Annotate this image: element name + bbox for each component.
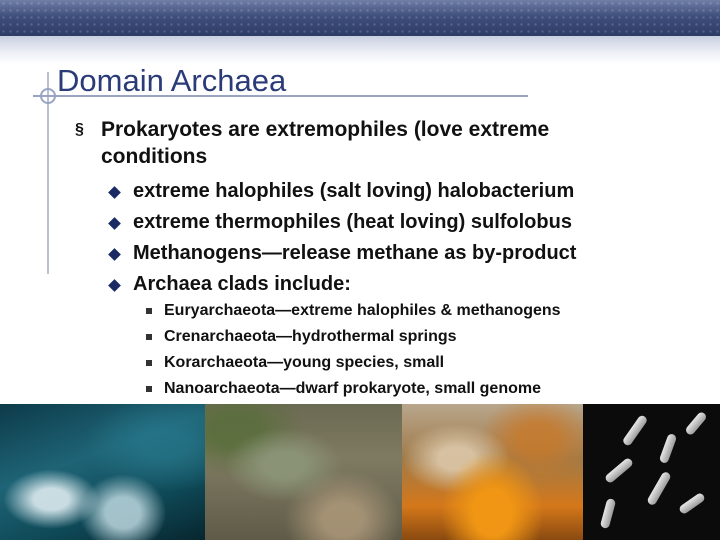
list-item-text: Methanogens—release methane as by-product (133, 242, 577, 264)
list-item-text: Archaea clads include: (133, 273, 351, 295)
clade-list (145, 298, 705, 402)
clade-text: Crenarchaeota—hydrothermal springs (164, 328, 457, 345)
photo-strip (0, 404, 720, 540)
square-bullet-icon (146, 386, 152, 392)
list-item (108, 269, 708, 300)
list-item (145, 376, 705, 402)
list-item (108, 207, 708, 238)
sub-bullet-list (108, 176, 708, 300)
list-item (108, 238, 708, 269)
list-item (145, 350, 705, 376)
list-item (145, 298, 705, 324)
header-fade (0, 36, 720, 64)
square-bullet-icon (146, 308, 152, 314)
diamond-bullet-icon (108, 279, 121, 292)
hydrothermal-vent-photo (0, 404, 205, 540)
microbe-micrograph-photo (583, 404, 720, 540)
list-item-text: extreme halophiles (salt loving) halobacterium (133, 180, 575, 202)
slide-title: Domain Archaea (57, 63, 287, 98)
square-bullet-icon (146, 360, 152, 366)
orange-stream-photo (402, 404, 583, 540)
diamond-bullet-icon (108, 186, 121, 199)
hot-spring-photo (205, 404, 402, 540)
list-item (145, 324, 705, 350)
crosshair-circle-icon (40, 88, 56, 104)
header-banner (0, 0, 720, 36)
clade-text: Euryarchaeota—extreme halophiles & methanogens (164, 302, 561, 319)
clade-text: Korarchaeota—young species, small (164, 354, 445, 371)
diamond-bullet-icon (108, 248, 121, 261)
list-item (108, 176, 708, 207)
bullet-marker: § (75, 121, 84, 138)
main-bullet-text: Prokaryotes are extremophiles (love extreme conditions (101, 118, 550, 168)
clade-text: Nanoarchaeota—dwarf prokaryote, small genome (164, 380, 541, 397)
main-bullet (75, 116, 635, 170)
square-bullet-icon (146, 334, 152, 340)
diamond-bullet-icon (108, 217, 121, 230)
list-item-text: extreme thermophiles (heat loving) sulfolobus (133, 211, 572, 233)
